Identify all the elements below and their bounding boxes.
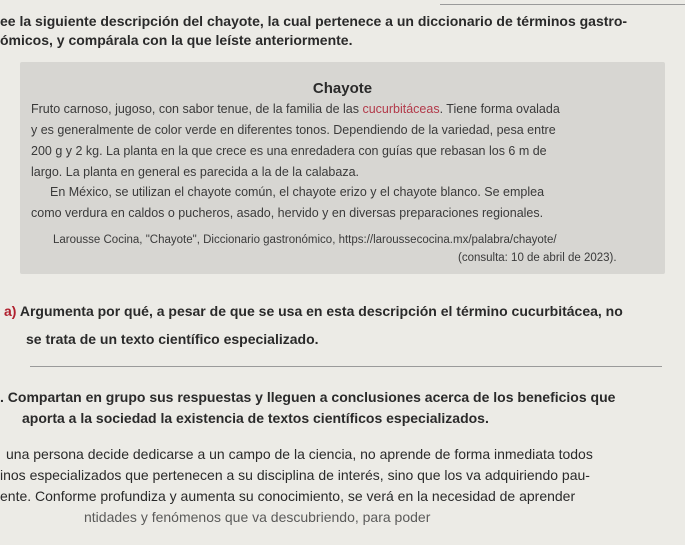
highlighted-term: cucurbitáceas — [362, 102, 440, 116]
question-b — [0, 387, 680, 429]
question-a-line-2: se trata de un texto científico especializado. — [26, 331, 319, 347]
definition-line-1-end: . Tiene forma ovalada — [439, 102, 560, 116]
question-a-line-1 — [0, 302, 680, 321]
body-paragraph — [0, 444, 685, 528]
header-rule — [440, 4, 685, 5]
question-b-line-2: aporta a la sociedad la existencia de textos científicos especializados. — [22, 410, 489, 426]
question-a-text-1: Argumenta por qué, a pesar de que se usa en esta descripción el término cucurbitácea, no — [19, 303, 623, 319]
definition-line-1-start: Fruto carnoso, jugoso, con sabor tenue, de la familia de las — [31, 102, 363, 116]
question-b-label: . — [0, 389, 4, 405]
body-line-1: una persona decide dedicarse a un campo de la ciencia, no aprende de forma inmediata todos — [6, 446, 593, 462]
body-line-3: ente. Conforme profundiza y aumenta su conocimiento, se verá en la necesidad de aprender — [0, 488, 576, 504]
question-b-text-1: Compartan en grupo sus respuestas y lleguen a conclusiones acerca de los beneficios que — [7, 389, 616, 405]
question-a-label: a) — [4, 303, 17, 319]
question-a — [0, 302, 680, 349]
definition-line-2: y es generalmente de color verde en diferentes tonos. Dependiendo de la variedad, pesa entre — [31, 123, 556, 137]
definition-line-3: 200 g y 2 kg. La planta en la que crece es una enredadera con guías que rebasan los 6 m de — [31, 144, 547, 158]
intro-line-2: ómicos, y compárala con la que leíste anteriormente. — [0, 32, 353, 48]
body-line-4: ntidades y fenómenos que va descubriendo, para poder — [84, 509, 431, 525]
question-b-line-1 — [0, 387, 680, 408]
body-line-2: inos especializados que pertenecen a su disciplina de interés, sino que los va adquiriendo pau- — [0, 467, 590, 483]
definition-line-1 — [31, 101, 560, 117]
answer-line — [30, 366, 662, 367]
definition-line-5: En México, se utilizan el chayote común, el chayote erizo y el chayote blanco. Se emplea — [50, 185, 545, 199]
citation-line-2: (consulta: 10 de abril de 2023). — [458, 252, 617, 264]
citation-line-1: Larousse Cocina, "Chayote", Diccionario gastronómico, https://laroussecocina.mx/palabra/chayote/ — [53, 234, 557, 246]
definition-line-6: como verdura en caldos o pucheros, asado, hervido y en diversas preparaciones regionales. — [31, 206, 544, 220]
intro-instruction — [0, 12, 680, 50]
definition-title: Chayote — [312, 80, 373, 97]
intro-line-1: ee la siguiente descripción del chayote, la cual pertenece a un diccionario de términos gastro- — [0, 13, 628, 29]
definition-line-4: largo. La planta en general es parecida a la de la calabaza. — [31, 165, 360, 179]
